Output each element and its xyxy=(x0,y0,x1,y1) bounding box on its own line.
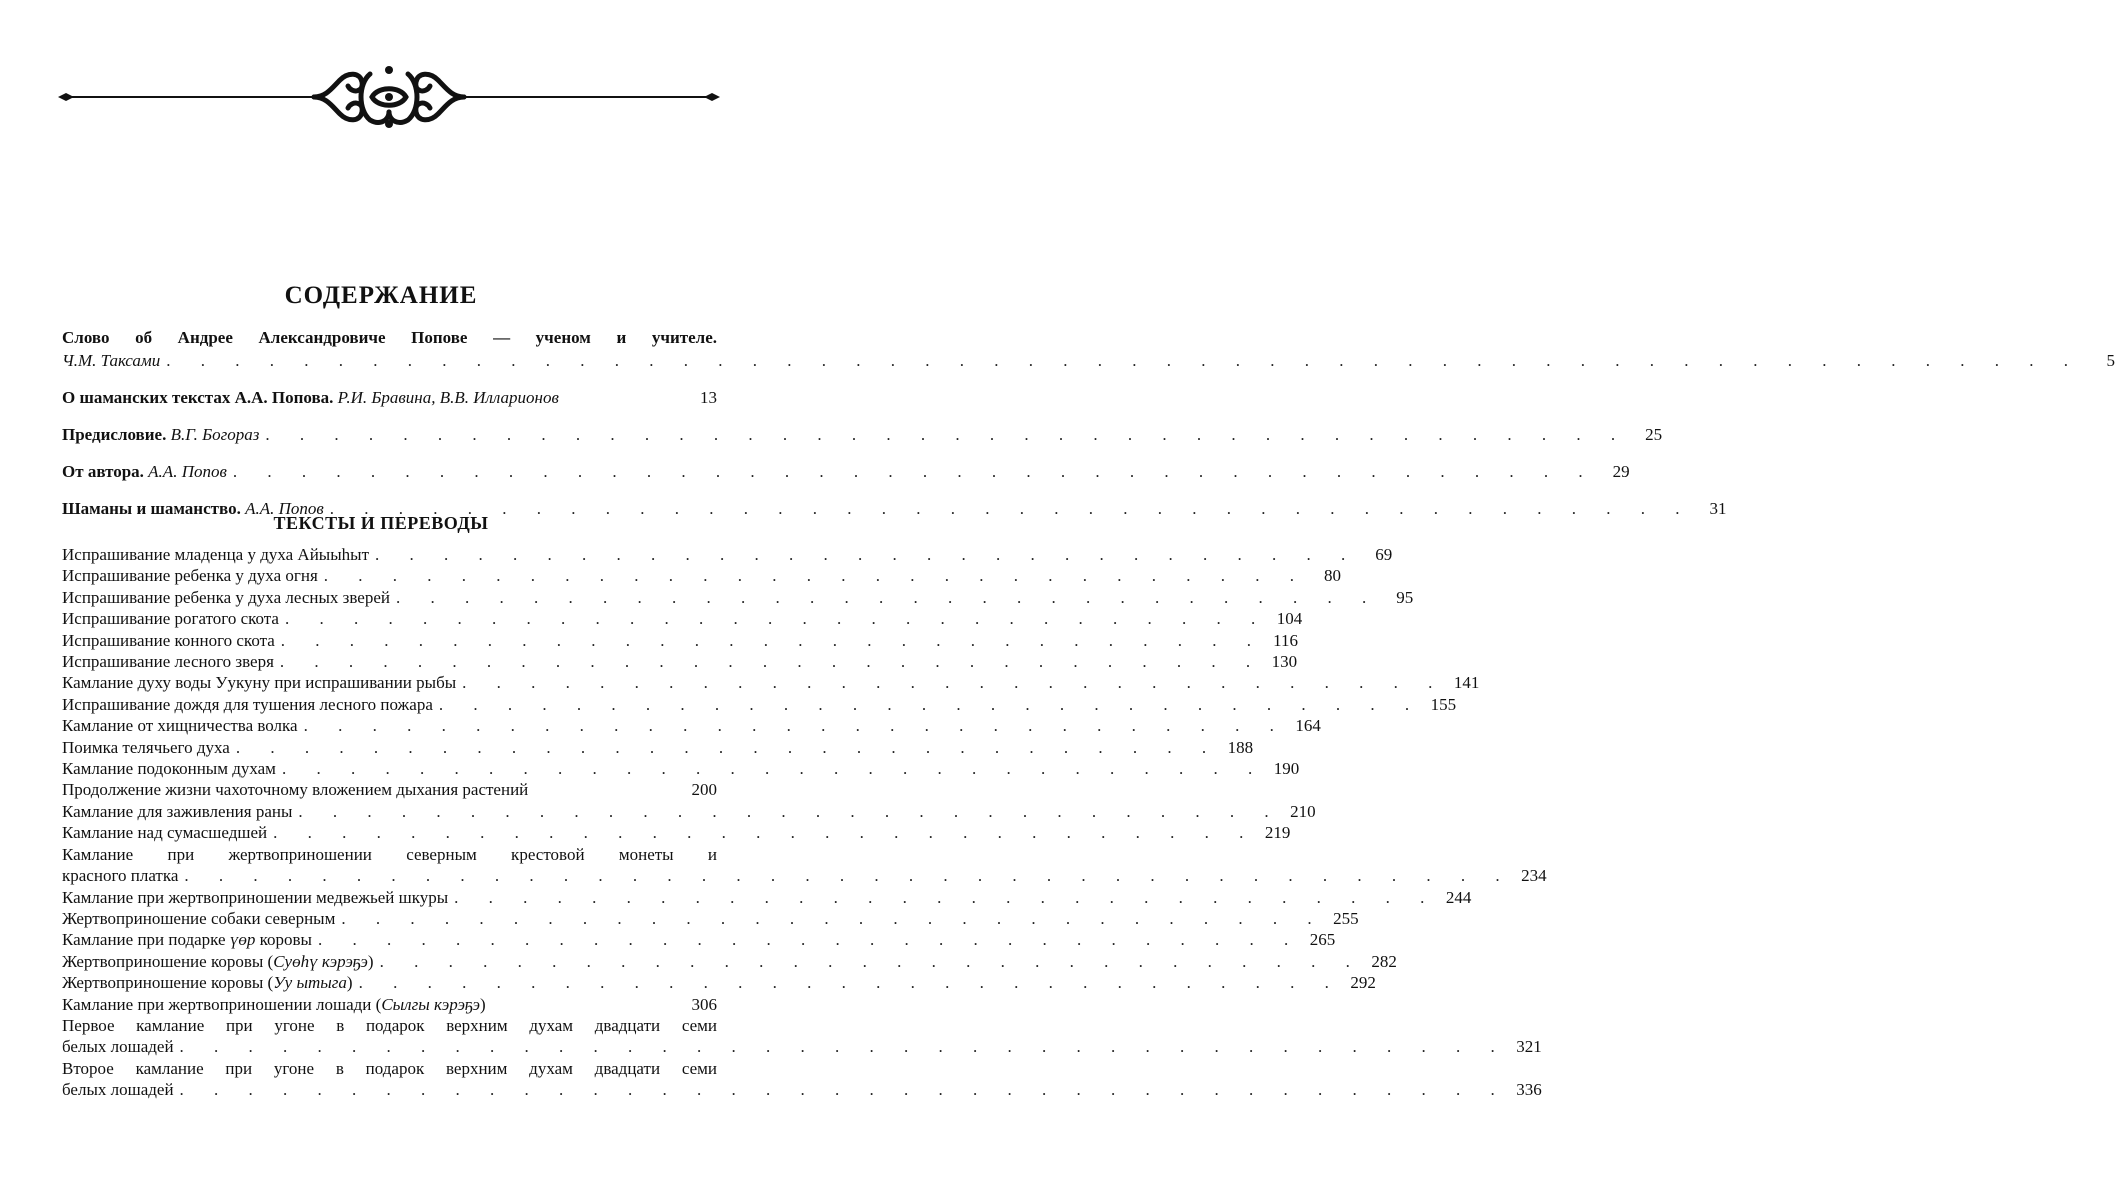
entry-title: От автора. xyxy=(62,462,144,481)
toc-entry[interactable] xyxy=(62,822,1291,843)
toc-entry-preface[interactable] xyxy=(62,423,1663,446)
page-number: 80 xyxy=(1324,566,1342,586)
page-number: 219 xyxy=(1264,823,1291,843)
entry-title: красного платка xyxy=(62,866,179,886)
page-number: 321 xyxy=(1516,1037,1542,1057)
entry-title: Камлание над сумасшедшей xyxy=(62,823,268,843)
page-number: 141 xyxy=(1453,673,1480,693)
toc-entry[interactable] xyxy=(62,544,1393,565)
toc-entry[interactable] xyxy=(62,672,1480,693)
leader-dots: . . . . . . . . . . . . . . . . . . . . . . . . . . . . . xyxy=(341,908,1325,928)
leader-dots: . . . . . . . . . . . . . . . . . . . . . . . . . . . . . xyxy=(281,759,1266,779)
ornamental-divider-icon xyxy=(58,60,720,130)
entry-title: Жертвоприношение коровы (Уу ытыга) xyxy=(62,973,353,993)
entry-title: Камлание при жертвоприношении лошади (Сылгы кэрэҕэ) xyxy=(62,994,486,1014)
entry-title: Слово об Андрее Александровиче Попове — ученом и учителе. xyxy=(62,328,717,347)
leader-dots: . . . . . . . . . . . . . . . . . . . . . . . . . . . . . xyxy=(379,951,1363,971)
leader-dots: . . . . . . . . . . . . . . . . . . . . . . . . . . . . . xyxy=(235,737,1220,757)
entry-title: Камлание при подарке үөр коровы xyxy=(62,930,312,950)
leader-dots: . . . . . . . . . . . . . . . . . . . . . . . . . . . . . xyxy=(323,566,1308,586)
entry-title-line: Второе камлание при угоне в подарок верхним духам двадцати семи xyxy=(62,1058,717,1078)
page-number: 244 xyxy=(1445,887,1472,907)
leader-dots: . . . . . . . . . . . . . . . . . . . . . . . . . . . . . . . . . . . . . . . . xyxy=(232,462,1596,481)
toc-entry[interactable] xyxy=(62,587,1414,608)
leader-dots: . . . . . . . . . . . . . . . . . . . . . . . . . . . . . xyxy=(395,587,1380,607)
leader-dots: . . . . . . . . . . . . . . . . . . . . . . . . . . . . . xyxy=(298,801,1282,821)
leader-dots: . . . . . . . . . . . . . . . . . . . . . . . . . . . . . . . . . . . . . . . . xyxy=(329,499,1693,518)
leader-dots: . . . . . . . . . . . . . . . . . . . . . . . . . . . . . xyxy=(303,716,1287,736)
page-number: 31 xyxy=(1709,499,1727,518)
leader-dots: . . . . . . . . . . . . . . . . . . . . . . . . . . . . . xyxy=(462,673,1446,693)
entry-title: Испрашивание рогатого скота xyxy=(62,609,279,629)
leader-dots: . . . . . . . . . . . . . . . . . . . . . . . . . . . . . xyxy=(284,609,1269,629)
toc-entry[interactable] xyxy=(62,608,1303,629)
toc-entry[interactable] xyxy=(62,801,1316,822)
entry-title: Испрашивание ребенка у духа лесных зверей xyxy=(62,587,390,607)
page-number: 282 xyxy=(1371,951,1397,971)
leader-dots: . . . . . . . . . . . . . . . . . . . . . . . . . . . . . xyxy=(280,630,1265,650)
entry-author: А.А. Попов xyxy=(245,499,324,518)
page-number: 306 xyxy=(691,994,717,1014)
page-number: 104 xyxy=(1276,609,1303,629)
toc-entry[interactable] xyxy=(62,1015,1542,1058)
entry-title: Испрашивание конного скота xyxy=(62,630,275,650)
leader-dots: . . . . . . . . . . . . . . . . . . . . . . . . . . . . . xyxy=(438,694,1423,714)
entry-title: Поимка телячьего духа xyxy=(62,737,230,757)
page-number: 188 xyxy=(1227,737,1254,757)
entry-title: белых лошадей xyxy=(62,1080,174,1100)
leader-dots: . . . . . . . . . . . . . . . . . . . . . . . . . . . . . . . . . . . . . . . . xyxy=(265,425,1629,444)
page-number: 190 xyxy=(1273,759,1300,779)
entry-title: Камлание духу воды Уукуну при испрашивании рыбы xyxy=(62,673,457,693)
toc-entry-from-author[interactable] xyxy=(62,460,1630,483)
entry-title: Продолжение жизни чахоточному вложением дыхания растений xyxy=(62,780,529,800)
toc-entry[interactable] xyxy=(62,951,1397,972)
toc-entry[interactable] xyxy=(62,630,1299,651)
toc-entry[interactable] xyxy=(62,737,1254,758)
toc-entry[interactable] xyxy=(62,887,1472,908)
entry-author: А.А. Попов xyxy=(148,462,227,481)
page-number: 200 xyxy=(691,780,717,800)
toc-entry-foreword-tribute[interactable] xyxy=(62,326,2115,372)
page-number: 265 xyxy=(1309,930,1336,950)
page-number: 130 xyxy=(1271,652,1298,672)
page-number: 336 xyxy=(1516,1080,1542,1100)
leader-dots: . . . . . . . . . . . . . . . . . . . . . . . . . . . . . xyxy=(279,652,1264,672)
page-number: 155 xyxy=(1430,694,1457,714)
entry-title: Камлание от хищничества волка xyxy=(62,716,298,736)
entry-title-line: Камлание при жертвоприношении северным крестовой монеты и xyxy=(62,844,717,864)
page-number: 25 xyxy=(1645,425,1663,444)
entry-title: Испрашивание ребенка у духа огня xyxy=(62,566,318,586)
leader-dots: . . . . . . . . . . . . . . . . . . . . . . . . . . . . . . . . . . . . . . . xyxy=(184,866,1513,886)
toc-entry[interactable] xyxy=(62,929,1336,950)
leader-dots: . . . . . . . . . . . . . . . . . . . . . . . . . . . . . . . . . . . . . . . xyxy=(179,1080,1508,1100)
leader-dots: . . . . . . . . . . . . . . . . . . . . . . . . . . . . . xyxy=(454,887,1438,907)
toc-entry[interactable] xyxy=(62,779,717,800)
toc-entry[interactable] xyxy=(62,694,1457,715)
section-heading: ТЕКСТЫ И ПЕРЕВОДЫ xyxy=(273,513,489,533)
entry-title: белых лошадей xyxy=(62,1037,174,1057)
toc-entry[interactable] xyxy=(62,908,1359,929)
entry-title-line: Первое камлание при угоне в подарок верхним духам двадцати семи xyxy=(62,1015,717,1035)
entry-title: Испрашивание дождя для тушения лесного пожара xyxy=(62,694,433,714)
entry-title: Жертвоприношение коровы (Суөhү кэрэҕэ) xyxy=(62,951,374,971)
page-title: СОДЕРЖАНИЕ xyxy=(284,282,478,309)
page-number: 210 xyxy=(1290,801,1316,821)
entry-title: Шаманы и шаманство. xyxy=(62,499,241,518)
entry-title: Камлание при жертвоприношении медвежьей шкуры xyxy=(62,887,449,907)
entry-author: В.Г. Богораз xyxy=(170,425,260,444)
toc-entry[interactable] xyxy=(62,1058,1542,1101)
entry-author: Р.И. Бравина, В.В. Илларионов xyxy=(337,388,559,407)
toc-entry[interactable] xyxy=(62,758,1300,779)
toc-entry[interactable] xyxy=(62,715,1321,736)
toc-entry-shamanic-texts[interactable] xyxy=(62,386,717,409)
toc-entry[interactable] xyxy=(62,844,1547,887)
leader-dots: . . . . . . . . . . . . . . . . . . . . . . . . . . . . . xyxy=(317,930,1302,950)
leader-dots: . . . . . . . . . . . . . . . . . . . . . . . . . . . . . xyxy=(273,823,1257,843)
toc-entry[interactable] xyxy=(62,972,1376,993)
leader-dots: . . . . . . . . . . . . . . . . . . . . . . . . . . . . . . . . . . . . . . . . . . . . . . . . . . . . . . . . xyxy=(166,351,2081,370)
leader-dots: . . . . . . . . . . . . . . . . . . . . . . . . . . . . . xyxy=(375,545,1359,564)
entry-title: Испрашивание лесного зверя xyxy=(62,652,274,672)
page-number: 255 xyxy=(1333,908,1359,928)
page-number: 234 xyxy=(1521,866,1547,886)
leader-dots: . . . . . . . . . . . . . . . . . . . . . . . . . . . . . . . . . . . . . . . xyxy=(179,1037,1508,1057)
entry-title: Камлание подоконным духам xyxy=(62,759,276,779)
page-number: 13 xyxy=(700,388,717,407)
front-matter-list xyxy=(62,326,2115,534)
leader-dots: . . . . . . . . . . . . . . . . . . . . . . . . . . . . . xyxy=(358,973,1342,993)
page-number: 292 xyxy=(1350,973,1376,993)
entry-title: Камлание для заживления раны xyxy=(62,801,293,821)
entry-title: Жертвоприношение собаки северным xyxy=(62,908,336,928)
page-number: 95 xyxy=(1396,587,1414,607)
toc-entry[interactable] xyxy=(62,565,1342,586)
entry-title: Предисловие. xyxy=(62,425,167,444)
page-number: 69 xyxy=(1375,545,1393,564)
page-number: 5 xyxy=(2106,351,2115,370)
texts-list xyxy=(62,544,1547,1101)
entry-title: О шаманских текстах А.А. Попова. xyxy=(62,388,334,407)
page-number: 164 xyxy=(1295,716,1321,736)
entry-title: Испрашивание младенца у духа Айыыhыт xyxy=(62,545,370,564)
toc-entry[interactable] xyxy=(62,651,1298,672)
page-number: 116 xyxy=(1273,630,1299,650)
entry-author: Ч.М. Таксами xyxy=(62,351,161,370)
toc-entry[interactable] xyxy=(62,994,717,1015)
page-number: 29 xyxy=(1612,462,1630,481)
